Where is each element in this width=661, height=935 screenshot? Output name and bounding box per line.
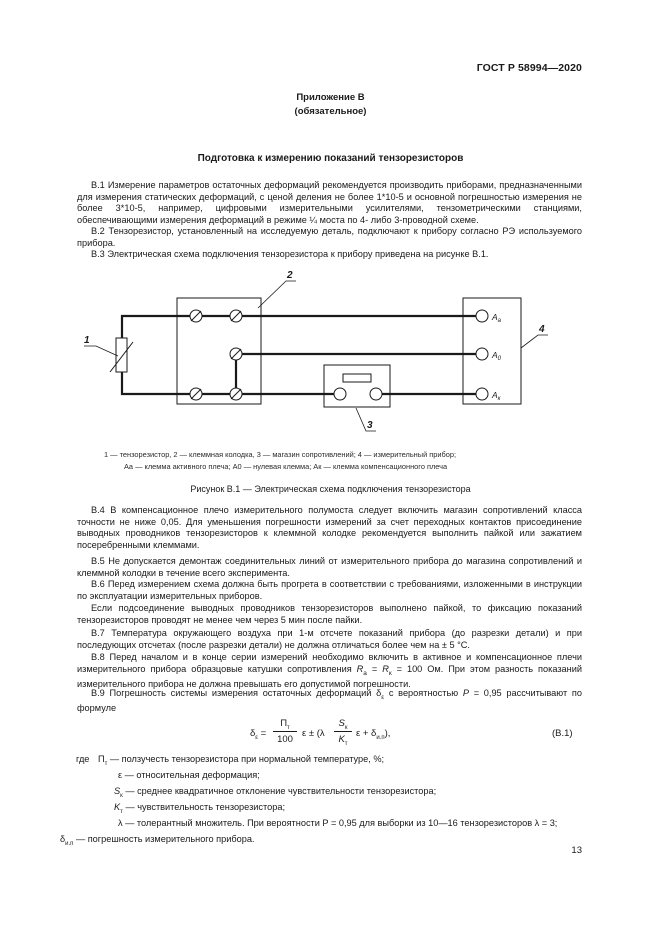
- label-a0: $A_0$: [492, 350, 502, 362]
- label-ak: $A_к$: [492, 390, 501, 402]
- paragraph-b8: В.8 Перед началом и в конце серии измерений необходимо включить в активное и компенсационное плечи измерительного прибора образцовые катушки сопротивления $R_a = R_к = 100$ Ом. При этом разность показаний измерительного прибора не должна превышать его допустимой погрешности.: [77, 652, 582, 689]
- resistance-box: [324, 365, 390, 407]
- box-terminal-right: [370, 388, 382, 400]
- appendix-subtitle: (обязательное): [294, 106, 367, 117]
- appendix-title: Приложение В: [296, 92, 365, 103]
- paragraph-b6-cont: Если подсоединение выводных проводников тензорезисторов выполнено пайкой, то фиксацию показаний тензорезисторов проводят не менее чем через 5 мин после пайки.: [77, 603, 582, 625]
- callout-2: 2: [287, 270, 293, 281]
- paragraph-b2: В.2 Тензорезистор, установленный на исследуемую деталь, подключают к прибору согласно РЭ используемого прибора.: [77, 226, 582, 248]
- figure-caption: Рисунок В.1 — Электрическая схема подключения тензорезистора: [190, 484, 471, 494]
- formula-number: (В.1): [552, 728, 573, 739]
- label-aa: $A_a$: [492, 312, 502, 324]
- callout-1: 1: [84, 335, 90, 346]
- legend-where: где: [76, 754, 90, 764]
- paragraph-b4: В.4 В компенсационное плечо измерительного полумоста следует включить магазин сопротивлений класса точности не ниже 0,05. Для уменьшения погрешности измерений за счет переходных контактов присоединение выводных проводников тензорезисторов к клеммной колодке рекомендуется выполнить пайкой или зажатием посеребренными клеммами.: [77, 505, 582, 550]
- section-title: Подготовка к измерению показаний тензорезисторов: [197, 153, 464, 164]
- legend-item: $S_к$ — среднее квадратичное отклонение чувствительности тензорезистора;: [114, 786, 437, 799]
- paragraph-b7: В.7 Температура окружающего воздуха при 1-м отсчете показаний прибора (до разрезки детали) и при последующих отсчетах (после разрезки детали) не должна отличаться более чем на ± 5 °С.: [77, 628, 582, 650]
- strain-gauge: [116, 338, 127, 372]
- wiring-diagram: [0, 268, 661, 453]
- legend-item: ε — относительная деформация;: [118, 770, 260, 780]
- legend-item: $\delta_{и.п}$ — погрешность измерительного прибора.: [60, 834, 255, 847]
- terminal-aa: [476, 310, 488, 322]
- box-terminal-left: [334, 388, 346, 400]
- paragraph-b3: В.3 Электрическая схема подключения тензорезистора к прибору приведена на рисунке В.1.: [91, 249, 489, 259]
- standard-number: ГОСТ Р 58994—2020: [476, 62, 582, 74]
- page-number: 13: [571, 845, 582, 856]
- figure-legend-2: Aа — клемма активного плеча; A0 — нулевая клемма; Aк — клемма компенсационного плеча: [124, 462, 448, 471]
- paragraph-b5: В.5 Не допускается демонтаж соединительных линий от измерительного прибора до магазина сопротивлений и клеммной колодки в течение всего эксперимента.: [77, 556, 582, 578]
- terminal-a0: [476, 348, 488, 360]
- paragraph-b6: В.6 Перед измерением схема должна быть прогрета в соответствии с требованиями, изложенными в инструкции по эксплуатации измерительных приборов.: [77, 579, 582, 601]
- symbols-legend: [60, 754, 586, 847]
- strain-gauge-arrow: [110, 342, 133, 372]
- figure-legend-1: 1 — тензорезистор, 2 — клеммная колодка, 3 — магазин сопротивлений; 4 — измерительный прибор;: [104, 450, 457, 459]
- terminal-ak: [476, 388, 488, 400]
- resistor-symbol: [343, 374, 371, 382]
- paragraph-b9: В.9 Погрешность системы измерения остаточных деформаций $\delta_\varepsilon$ с вероятностью P = 0,95 рассчитывают по формуле: [77, 688, 582, 714]
- callout-3: 3: [367, 420, 373, 431]
- legend-item: λ — толерантный множитель. При вероятности P = 0,95 для выборки из 10—16 тензорезисторов λ = 3;: [118, 818, 558, 828]
- terminal-block: [177, 298, 261, 404]
- legend-item: $П_т$ — ползучесть тензорезистора при нормальной температуре, %;: [98, 754, 385, 767]
- formula-b1: $\delta_\varepsilon$ = $П_т$ 100 ε ± (λ $S_к$ $K_т$ $\varepsilon + \delta_{и.п}$),: [250, 718, 391, 747]
- callout-4: 4: [539, 324, 545, 335]
- paragraph-b1: В.1 Измерение параметров остаточных деформаций рекомендуется производить приборами, предназначенными для измерения статических деформаций, с ценой деления не более 1*10-5 и основной погрешностью измерения не более 3*10-5, например, цифровыми измерительными усилителями, тензометрическими станциями, обеспечивающими измерения деформаций в режиме ¼ моста по 4- либо 3-проводной схеме.: [77, 180, 582, 225]
- legend-item: $K_т$ — чувствительность тензорезистора;: [114, 802, 285, 815]
